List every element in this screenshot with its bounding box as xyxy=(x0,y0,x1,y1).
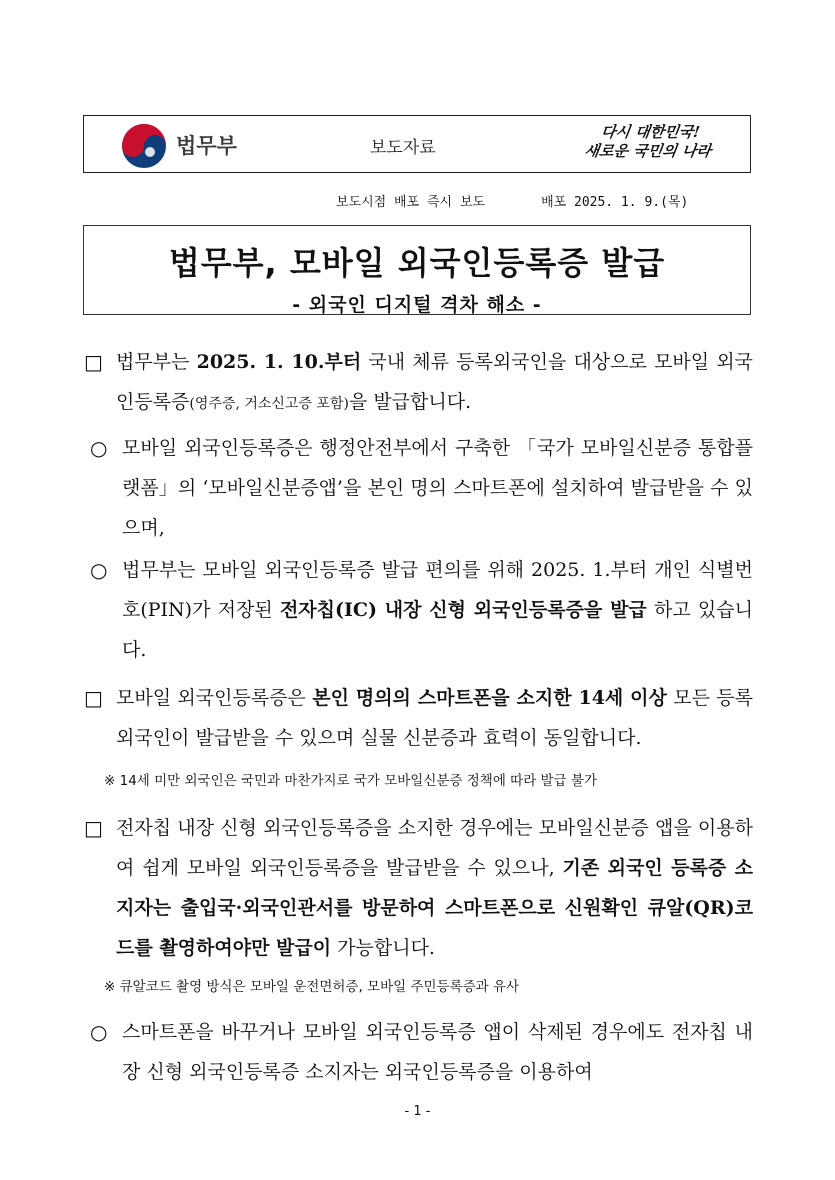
p4-text-a: 모바일 외국인등록증은 xyxy=(116,687,313,709)
p4-text-c: 모든 등록외국인이 발급받을 수 있으며 실물 신분증과 효력이 동일합니다. xyxy=(116,687,753,749)
p3-text-bold: 전자칩(IC) 내장 신형 외국인등록증을 발급 xyxy=(279,599,647,621)
square-bullet: □ xyxy=(84,686,103,710)
p1-effective-date: 2025. 1. 10.부터 xyxy=(196,351,362,373)
p1-text-a: 법무부는 xyxy=(116,351,197,373)
ministry-name: 법무부 xyxy=(176,134,237,158)
p3-text-a: 법무부는 모바일 외국인등록증 발급 편의를 위해 2025. 1.부터 개인 식별번호(PIN)가 저장된 xyxy=(122,559,753,621)
p3-text-c: 하고 있습니다. xyxy=(122,599,753,661)
p6-text: 스마트폰을 바꾸거나 모바일 외국인등록증 앱이 삭제된 경우에도 전자칩 내장 신형 외국인등록증 소지자는 외국인등록증을 이용하여 xyxy=(122,1021,753,1083)
ministry-logo-icon xyxy=(120,122,168,170)
paragraph-2 xyxy=(90,428,753,548)
title-box xyxy=(83,225,751,315)
release-timing: 보도시점 배포 즉시 보도 xyxy=(336,195,486,210)
p4-text-bold: 본인 명의의 스마트폰을 소지한 14세 이상 xyxy=(312,687,667,709)
release-info xyxy=(336,191,688,210)
page-number: - 1 - xyxy=(404,1104,431,1119)
paragraph-4 xyxy=(84,678,753,758)
page-subtitle: - 외국인 디지털 격차 해소 - xyxy=(292,294,542,316)
circle-bullet: ○ xyxy=(90,1020,108,1044)
paragraph-3 xyxy=(90,550,753,670)
p1-text-d: (영주증, 거소신고증 포함) xyxy=(189,396,349,412)
circle-bullet: ○ xyxy=(90,436,108,460)
document-type: 보도자료 xyxy=(370,138,436,158)
note-2: ※ 큐알코드 촬영 방식은 모바일 운전면허증, 모바일 주민등록증과 유사 xyxy=(104,979,520,995)
release-date: 배포 2025. 1. 9.(목) xyxy=(541,195,689,210)
page-title: 법무부, 모바일 외국인등록증 발급 xyxy=(168,244,666,282)
p5-text-bold: 기존 외국인 등록증 소지자는 출입국·외국인관서를 방문하여 스마트폰으로 신원확인 큐알(QR)코드를 촬영하여야만 발급이 xyxy=(116,857,753,959)
p1-text-e: 을 발급합니다. xyxy=(348,391,472,413)
p1-text-c: 국내 체류 등록외국인을 대상으로 모바일 외국인등록증 xyxy=(116,351,753,413)
paragraph-1 xyxy=(84,342,753,422)
paragraph-5 xyxy=(84,808,753,968)
paragraph-6 xyxy=(90,1012,753,1092)
slogan-line-2: 새로운 국민의 나라 xyxy=(583,142,713,160)
slogan-line-1: 다시 대한민국! xyxy=(599,123,702,141)
square-bullet: □ xyxy=(84,350,103,374)
square-bullet: □ xyxy=(84,816,103,840)
p2-text: 모바일 외국인등록증은 행정안전부에서 구축한 「국가 모바일신분증 통합플랫폼」의 ‘모바일신분증앱’을 본인 명의 스마트폰에 설치하여 발급받을 수 있으며, xyxy=(122,437,753,539)
government-slogan xyxy=(571,123,726,161)
note-1: ※ 14세 미만 외국인은 국민과 마찬가지로 국가 모바일신분증 정책에 따라 발급 불가 xyxy=(104,773,598,789)
circle-bullet: ○ xyxy=(90,558,108,582)
p5-text-c: 가능합니다. xyxy=(331,937,435,959)
press-header-box xyxy=(83,115,751,173)
p5-text-a: 전자칩 내장 신형 외국인등록증을 소지한 경우에는 모바일신분증 앱을 이용하여 쉽게 모바일 외국인등록증을 발급받을 수 있으나, xyxy=(116,817,753,879)
